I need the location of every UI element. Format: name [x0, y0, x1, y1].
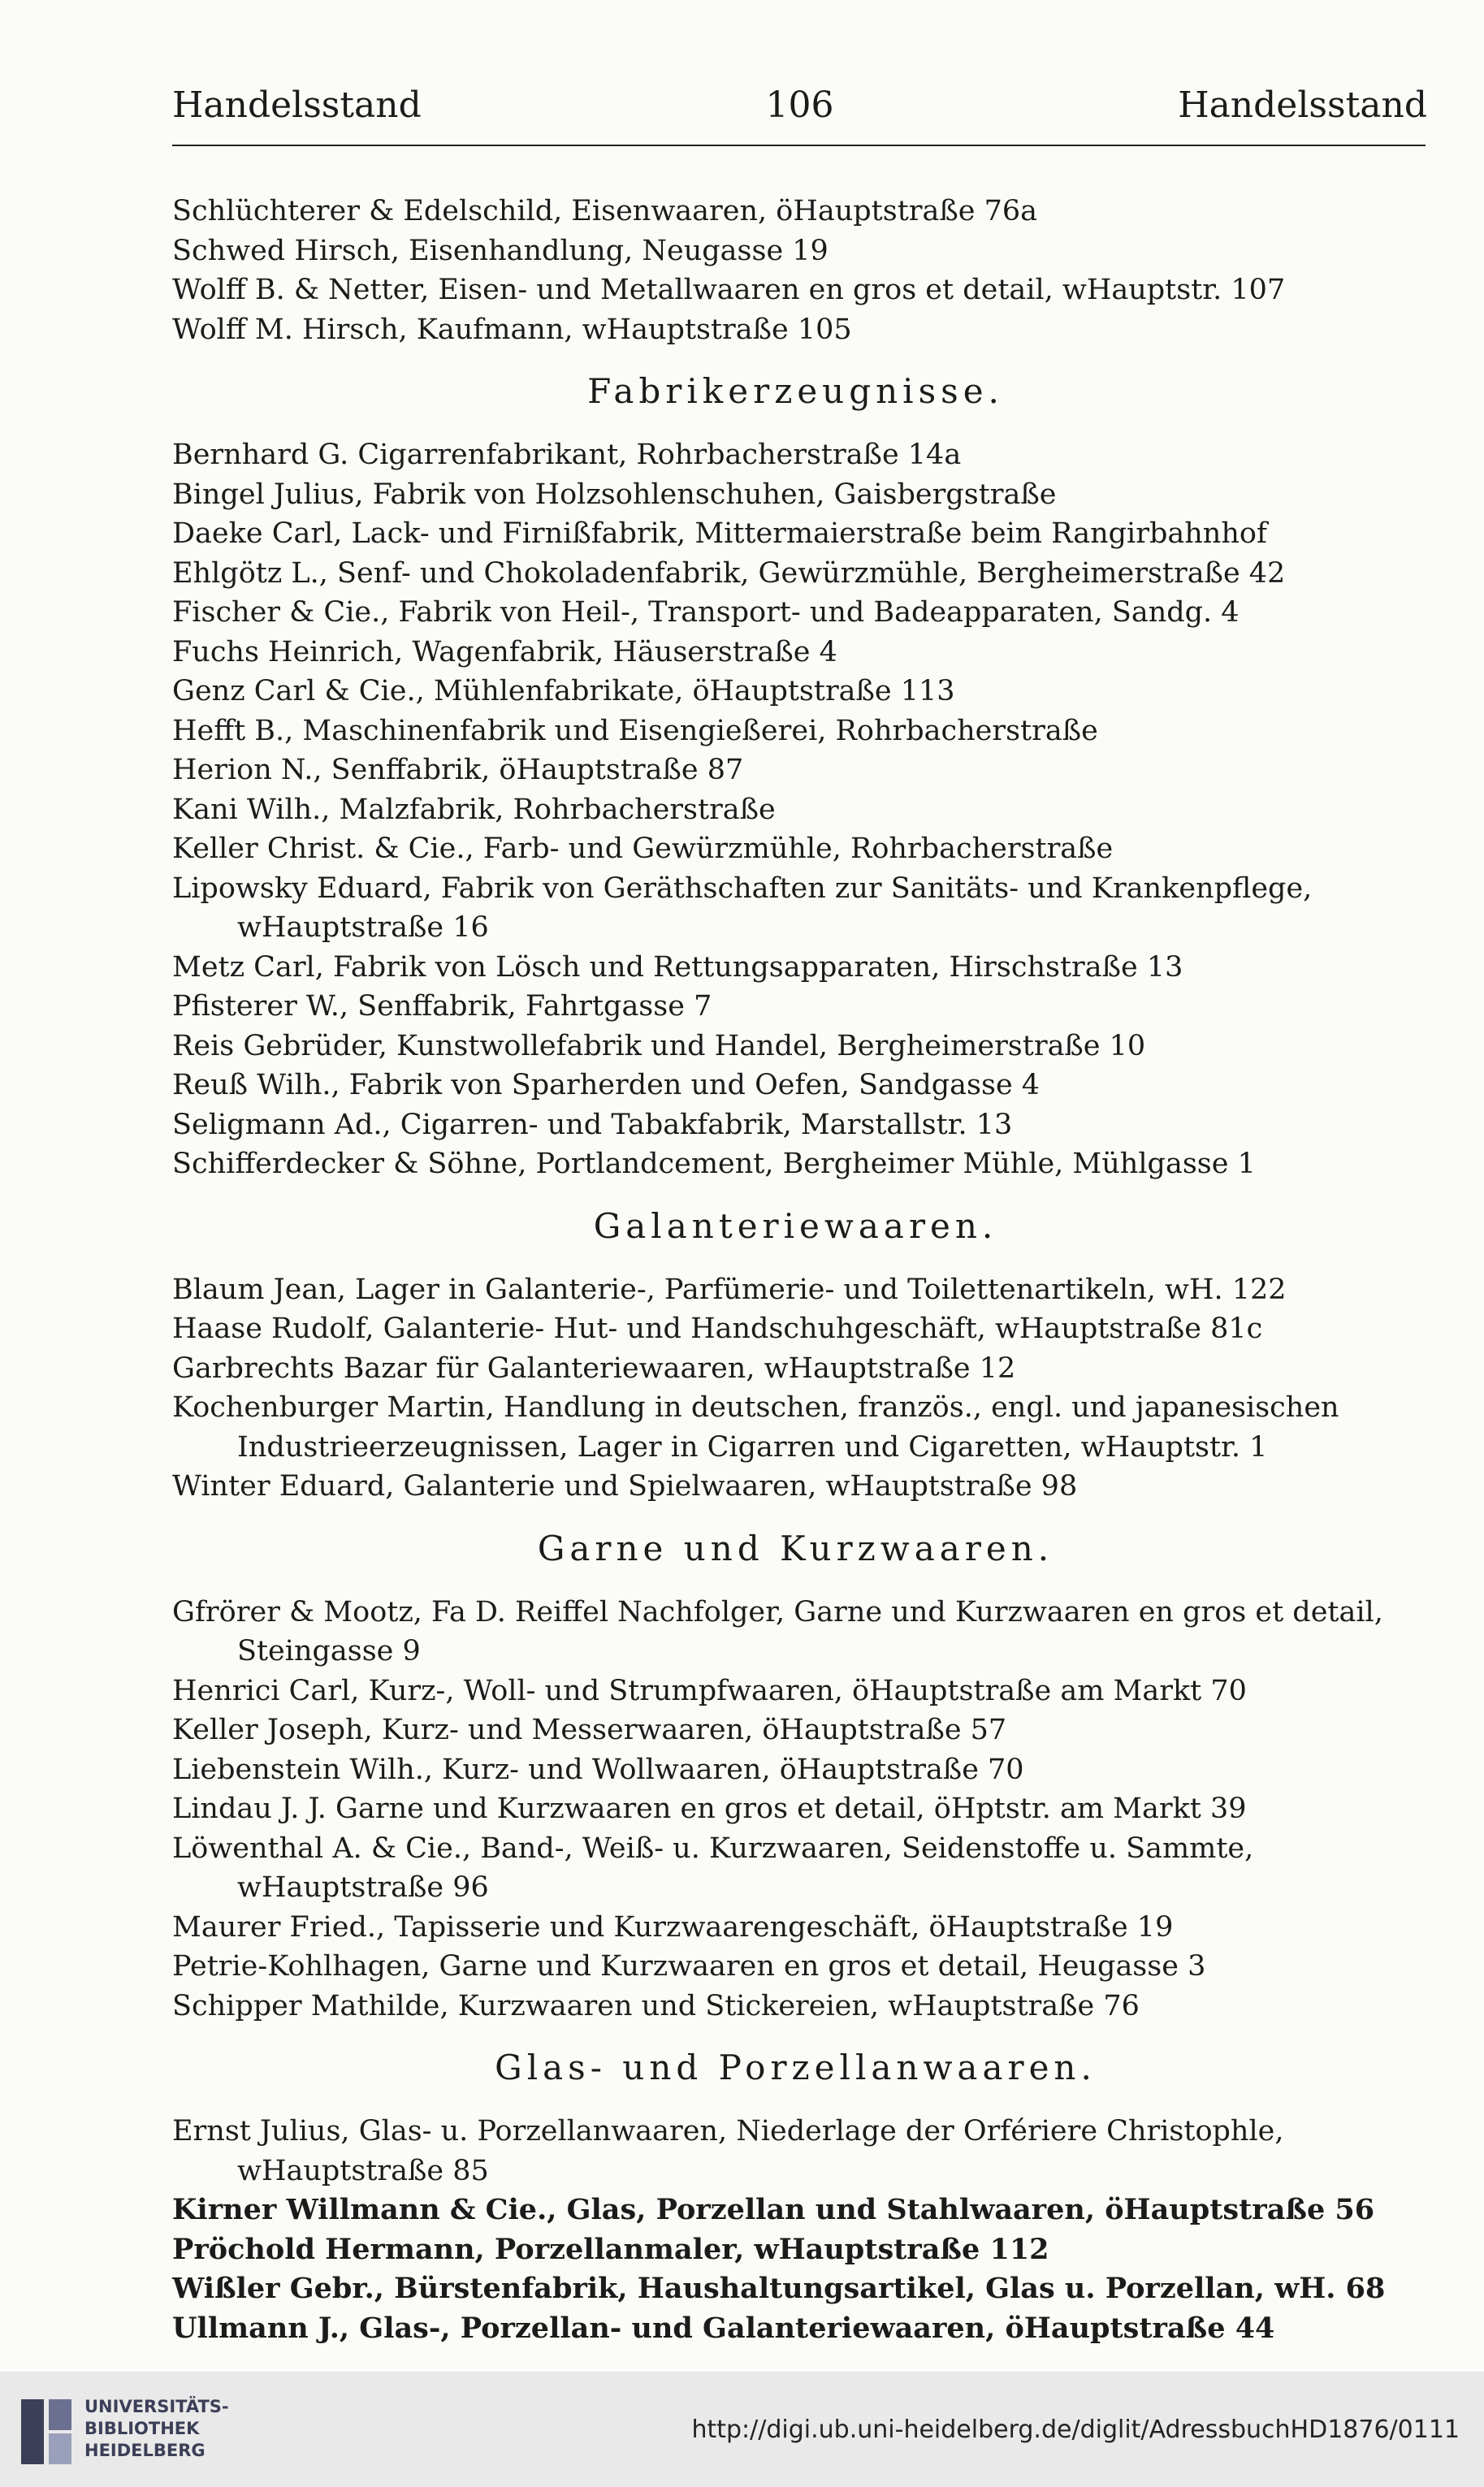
list-item: Seligmann Ad., Cigarren- und Tabakfabrik, Marstallstr. 13 — [172, 1108, 1013, 1141]
library-name-line: BIBLIOTHEK — [84, 2419, 200, 2438]
list-item: Schwed Hirsch, Eisenhandlung, Neugasse 19 — [172, 234, 829, 267]
library-logo-icon — [18, 2396, 76, 2468]
list-item: Gfrörer & Mootz, Fa D. Reiffel Nachfolger, Garne und Kurzwaaren en gros et detail, Steingasse 9 — [172, 1595, 1383, 1667]
list-item: Schifferdecker & Söhne, Portlandcement, Bergheimer Mühle, Mühlgasse 1 — [172, 1148, 1256, 1180]
list-item: Pröchold Hermann, Porzellanmaler, wHauptstraße 112 — [172, 2232, 1049, 2266]
list-item: Schipper Mathilde, Kurzwaaren und Stickereien, wHauptstraße 76 — [172, 1989, 1140, 2022]
intro-list — [172, 192, 1419, 349]
list-item: Hefft B., Maschinenfabrik und Eisengießerei, Rohrbacherstraße — [172, 714, 1098, 747]
library-name — [84, 2396, 229, 2462]
list-item: Fuchs Heinrich, Wagenfabrik, Häuserstraße 4 — [172, 635, 837, 668]
list-item: Reis Gebrüder, Kunstwollefabrik und Handel, Bergheimerstraße 10 — [172, 1029, 1146, 1062]
list-item: Keller Joseph, Kurz- und Messerwaaren, öHauptstraße 57 — [172, 1714, 1007, 1746]
list-item: Blaum Jean, Lager in Galanterie-, Parfümerie- und Toilettenartikeln, wH. 122 — [172, 1273, 1287, 1306]
section-heading: Garne und Kurzwaaren. — [537, 1528, 1054, 1568]
list-item: Henrici Carl, Kurz-, Woll- und Strumpfwaaren, öHauptstraße am Markt 70 — [172, 1674, 1247, 1707]
list-item: Garbrechts Bazar für Galanteriewaaren, wHauptstraße 12 — [172, 1352, 1016, 1385]
library-name-line: HEIDELBERG — [84, 2441, 206, 2460]
list-item: Lindau J. J. Garne und Kurzwaaren en gros et detail, öHptstr. am Markt 39 — [172, 1793, 1247, 1825]
list-item: Haase Rudolf, Galanterie- Hut- und Handschuhgeschäft, wHauptstraße 81c — [172, 1313, 1263, 1345]
list-item: Wißler Gebr., Bürstenfabrik, Haushaltungsartikel, Glas u. Porzellan, wH. 68 — [172, 2272, 1386, 2305]
list-item: Ehlgötz L., Senf- und Chokoladenfabrik, Gewürzmühle, Bergheimerstraße 42 — [172, 556, 1286, 590]
section-fabrikerzeugnisse — [172, 369, 1419, 1184]
list-item: Daeke Carl, Lack- und Firnißfabrik, Mittermaierstraße beim Rangirbahnhof — [172, 517, 1267, 550]
list-item: Lipowsky Eduard, Fabrik von Geräthschaften zur Sanitäts- und Krankenpflege, wHauptstraße 16 — [172, 872, 1313, 944]
header-right-title: Handelsstand — [1178, 84, 1427, 126]
library-name-line: UNIVERSITÄTS- — [84, 2397, 229, 2416]
list-item: Fischer & Cie., Fabrik von Heil-, Transport- und Badeapparaten, Sandg. 4 — [172, 596, 1240, 629]
list-item: Kochenburger Martin, Handlung in deutschen, französ., engl. und japanesischen Industrieerzeugnissen, Lager in Cigarren und Cigaretten, wHauptstr. 1 — [172, 1391, 1339, 1464]
section-heading: Galanteriewaaren. — [593, 1205, 998, 1246]
header-rule — [172, 145, 1426, 146]
footer-bar — [0, 2372, 1484, 2487]
section-heading: Fabrikerzeugnisse. — [587, 371, 1004, 411]
list-item: Löwenthal A. & Cie., Band-, Weiß- u. Kurzwaaren, Seidenstoffe u. Sammte, wHauptstraße 96 — [172, 1832, 1254, 1904]
list-item: Schlüchterer & Edelschild, Eisenwaaren, öHauptstraße 76a — [172, 195, 1037, 227]
list-item: Wolff M. Hirsch, Kaufmann, wHauptstraße 105 — [172, 313, 852, 346]
list-item: Winter Eduard, Galanterie und Spielwaaren, wHauptstraße 98 — [172, 1470, 1078, 1503]
list-item: Keller Christ. & Cie., Farb- und Gewürzmühle, Rohrbacherstraße — [172, 833, 1114, 865]
list-item: Bernhard G. Cigarrenfabrikant, Rohrbacherstraße 14a — [172, 439, 962, 471]
list-item: Wolff B. & Netter, Eisen- und Metallwaaren en gros et detail, wHauptstr. 107 — [172, 274, 1286, 306]
section-heading: Glas- und Porzellanwaaren. — [495, 2048, 1097, 2087]
section-glas-und-porzellanwaaren — [172, 2045, 1419, 2348]
running-header — [172, 84, 1427, 133]
list-item: Liebenstein Wilh., Kurz- und Wollwaaren, öHauptstraße 70 — [172, 1753, 1024, 1786]
list-item: Maurer Fried., Tapisserie und Kurzwaarengeschäft, öHauptstraße 19 — [172, 1910, 1174, 1944]
list-item: Bingel Julius, Fabrik von Holzsohlenschuhen, Gaisbergstraße — [172, 478, 1057, 511]
list-item: Kirner Willmann & Cie., Glas, Porzellan und Stahlwaaren, öHauptstraße 56 — [172, 2193, 1375, 2226]
list-item: Herion N., Senffabrik, öHauptstraße 87 — [172, 754, 744, 786]
list-item: Genz Carl & Cie., Mühlenfabrikate, öHauptstraße 113 — [172, 675, 955, 707]
section-galanteriewaaren — [172, 1204, 1419, 1507]
page-number: 106 — [765, 84, 834, 126]
list-item: Petrie-Kohlhagen, Garne und Kurzwaaren en gros et detail, Heugasse 3 — [172, 1950, 1206, 1983]
source-url-link[interactable]: http://digi.ub.uni-heidelberg.de/diglit/AdressbuchHD1876/0111 — [691, 2416, 1460, 2444]
list-item: Ullmann J., Glas-, Porzellan- und Galanteriewaaren, öHauptstraße 44 — [172, 2311, 1275, 2345]
section-garne-und-kurzwaaren — [172, 1526, 1419, 2026]
list-item: Ernst Julius, Glas- u. Porzellanwaaren, Niederlage der Orfériere Christophle, wHauptstraße 85 — [172, 2115, 1284, 2187]
list-item: Reuß Wilh., Fabrik von Sparherden und Oefen, Sandgasse 4 — [172, 1069, 1041, 1101]
list-item: Pfisterer W., Senffabrik, Fahrtgasse 7 — [172, 990, 712, 1023]
list-item: Metz Carl, Fabrik von Lösch und Rettungsapparaten, Hirschstraße 13 — [172, 950, 1183, 984]
header-left-title: Handelsstand — [172, 84, 422, 126]
directory-content — [172, 192, 1419, 2348]
list-item: Kani Wilh., Malzfabrik, Rohrbacherstraße — [172, 793, 776, 826]
